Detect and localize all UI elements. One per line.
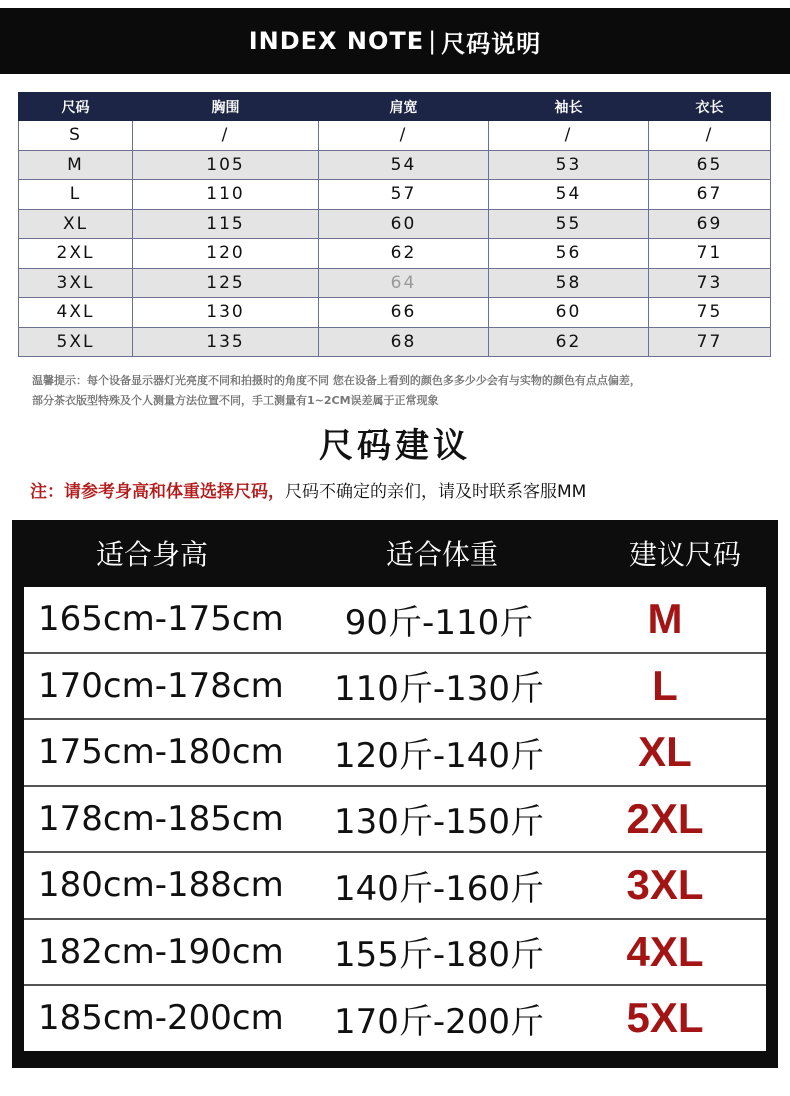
recommended-height: 178cm-185cm — [38, 798, 284, 839]
size-table-cell: 120 — [133, 239, 319, 269]
size-table-cell: 55 — [489, 209, 649, 239]
header-size: 建议尺码 — [628, 538, 741, 571]
size-table-cell: 58 — [489, 268, 649, 298]
recommended-size: M — [647, 595, 683, 643]
size-table-cell: 64 — [319, 268, 489, 298]
size-table-cell: 130 — [133, 298, 319, 328]
size-table-cell: 110 — [133, 180, 319, 210]
size-chart-table — [18, 92, 771, 357]
recommendation-row — [24, 920, 766, 987]
size-table-cell: 115 — [133, 209, 319, 239]
size-table-cell: 135 — [133, 327, 319, 357]
recommended-weight: 110斤-130斤 — [333, 669, 545, 710]
recommended-height: 165cm-175cm — [38, 599, 284, 640]
recommended-height: 170cm-178cm — [38, 665, 284, 706]
recommended-size: L — [652, 661, 678, 709]
size-table-cell: 105 — [133, 150, 319, 180]
size-table-cell: 57 — [319, 180, 489, 210]
size-table-cell: S — [19, 121, 133, 151]
recommended-height: 175cm-180cm — [38, 732, 284, 773]
recommended-weight: 130斤-150斤 — [333, 802, 545, 843]
size-table-cell: 62 — [489, 327, 649, 357]
notice-text — [32, 371, 772, 411]
size-table-cell: / — [133, 121, 319, 151]
recommended-weight: 120斤-140斤 — [333, 735, 545, 776]
recommended-weight: 155斤-180斤 — [333, 935, 545, 976]
header-separator: | — [428, 27, 438, 55]
size-table-cell: 62 — [319, 239, 489, 269]
recommendation-row — [24, 654, 766, 721]
advice-line — [30, 477, 770, 507]
recommended-size: 3XL — [626, 861, 704, 909]
size-table-cell: L — [19, 180, 133, 210]
advice-dark-text: 尺码不确定的亲们，请及时联系客服MM — [285, 482, 587, 502]
header-weight: 适合体重 — [385, 538, 498, 571]
recommendation-row — [24, 853, 766, 920]
size-table-cell: 66 — [319, 298, 489, 328]
size-table-cell: 73 — [649, 268, 771, 298]
size-table-cell: 54 — [489, 180, 649, 210]
header-title-en: INDEX NOTE — [248, 27, 425, 55]
recommended-weight: 140斤-160斤 — [333, 868, 545, 909]
size-table-cell: 60 — [319, 209, 489, 239]
recommendation-panel — [12, 520, 778, 1068]
size-table-row — [19, 239, 771, 269]
recommended-weight: 170斤-200斤 — [333, 1001, 545, 1042]
size-table-cell: 56 — [489, 239, 649, 269]
size-table-row — [19, 327, 771, 357]
size-table-cell: / — [319, 121, 489, 151]
size-table-cell: M — [19, 150, 133, 180]
recommended-size: XL — [638, 728, 692, 776]
header-banner — [0, 8, 790, 74]
recommended-size: 4XL — [626, 927, 704, 975]
size-table-cell: 68 — [319, 327, 489, 357]
recommendation-row — [24, 587, 766, 654]
size-table-cell: 77 — [649, 327, 771, 357]
size-table-body — [19, 121, 771, 357]
size-table-col-header: 衣长 — [649, 93, 771, 121]
size-table-cell: 5XL — [19, 327, 133, 357]
header-title-cn: 尺码说明 — [441, 29, 542, 58]
size-table-cell: / — [649, 121, 771, 151]
recommendation-row — [24, 787, 766, 854]
recommended-height: 185cm-200cm — [38, 998, 284, 1039]
size-table-cell: 71 — [649, 239, 771, 269]
size-table-row — [19, 298, 771, 328]
recommended-size: 2XL — [626, 794, 704, 842]
recommended-size: 5XL — [626, 994, 704, 1042]
recommendation-row — [24, 986, 766, 1051]
size-table-header-row — [19, 93, 771, 121]
size-table-cell: 60 — [489, 298, 649, 328]
size-table-cell: 2XL — [19, 239, 133, 269]
size-table-row — [19, 150, 771, 180]
notice-line-1: 温馨提示：每个设备显示器灯光亮度不同和拍摄时的角度不同 您在设备上看到的颜色多多少少会有与实物的颜色有点点偏差， — [32, 374, 641, 387]
recommendation-row — [24, 720, 766, 787]
header-height: 适合身高 — [95, 538, 208, 571]
size-table-cell: 67 — [649, 180, 771, 210]
size-table-cell: 125 — [133, 268, 319, 298]
section-title: 尺码建议 — [319, 426, 471, 466]
size-table-cell: 65 — [649, 150, 771, 180]
size-table-row — [19, 180, 771, 210]
size-table-row — [19, 121, 771, 151]
size-table-row — [19, 268, 771, 298]
size-table-cell: 4XL — [19, 298, 133, 328]
size-table-col-header: 肩宽 — [319, 93, 489, 121]
size-table-col-header: 袖长 — [489, 93, 649, 121]
size-table-cell: 3XL — [19, 268, 133, 298]
size-table-cell: XL — [19, 209, 133, 239]
size-table-cell: / — [489, 121, 649, 151]
recommendation-header — [12, 520, 778, 586]
size-table-cell: 69 — [649, 209, 771, 239]
size-table-cell: 54 — [319, 150, 489, 180]
size-table-row — [19, 209, 771, 239]
recommended-height: 182cm-190cm — [38, 931, 284, 972]
size-table-col-header: 尺码 — [19, 93, 133, 121]
size-table-cell: 53 — [489, 150, 649, 180]
size-table-col-header: 胸围 — [133, 93, 319, 121]
recommended-weight: 90斤-110斤 — [344, 602, 534, 643]
advice-red-text: 注：请参考身高和体重选择尺码， — [30, 482, 285, 502]
recommended-height: 180cm-188cm — [38, 865, 284, 906]
recommendation-rows — [24, 587, 766, 1051]
notice-line-2: 部分茶衣版型特殊及个人测量方法位置不同，手工测量有1~2CM误差属于正常现象 — [32, 394, 439, 407]
size-table-cell: 75 — [649, 298, 771, 328]
